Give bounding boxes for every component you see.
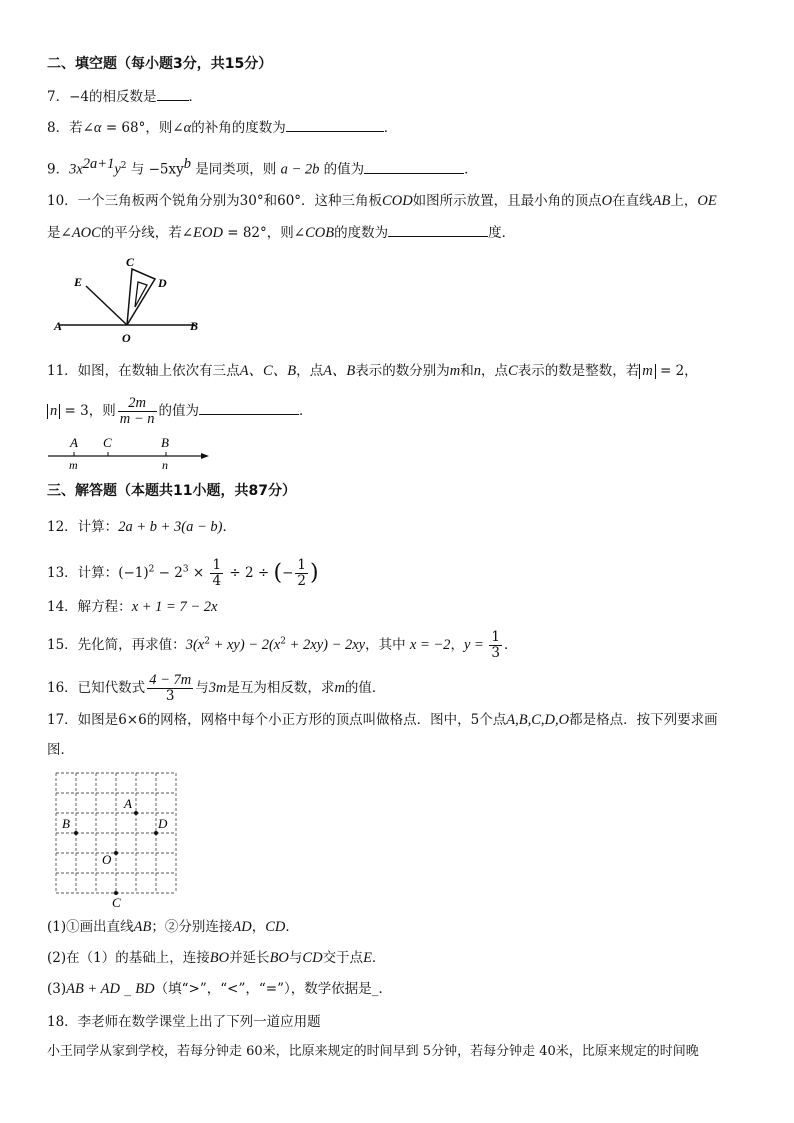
question-9: 9．$3x^{2a+1}y^2$ 与 $-5xy^b$ 是同类项，则 a − 2b 的值为 ． [47,156,478,178]
grid-label-A: A [124,796,132,811]
label-B: B [190,319,199,333]
label-E: E [74,275,83,289]
question-18-line-2: 小王同学从家到学校，若每分钟走 60米，比原来规定的时间早到 5分钟，若每分钟走 40米，比原来规定的时间晚 [47,1044,699,1059]
question-13: 13．计算：$(-1)^2 - 2^3$ × $\frac{1}{4}$ ÷ 2 ÷ (− $\frac{1}{2}$ ) [47,557,319,589]
axis-label-A: A [70,435,78,450]
question-7: 7．−4的相反数是 ． [47,89,202,105]
question-17-part-2: (2)在（1）的基础上，连接BO并延长BO与CD交于点E． [47,950,386,966]
point-O [114,851,118,855]
axis-label-n: n [162,458,168,472]
point-B [74,831,78,835]
grid-label-D: D [158,816,168,831]
fraction: $\frac{2m}{m - n}$ [119,395,155,427]
answer-blank [364,160,464,174]
label-D: D [158,276,167,290]
question-16: 16．已知代数式 $\frac{4 - 7m}{3}$ 与3m是互为相反数，求m的值． [47,672,386,704]
question-17-part-3: (3)AB + AD _ BD（填“>”，“<”，“=”），数学依据是_． [47,981,392,997]
point-D [154,831,158,835]
question-17-part-1: (1)①画出直线AB；②分别连接AD，CD． [47,919,299,935]
answer-blank [199,401,299,415]
question-11-line-1: 11．如图，在数轴上依次有三点A、C、B，点A、B表示的数分别为m和n，点C表示的数是整数，若 m = 2， [47,363,698,379]
question-10-line-2: 是∠AOC的平分线，若∠EOD = 82°，则∠COB的度数为 度． [47,225,516,241]
label-C: C [126,255,135,269]
answer-blank [286,118,384,132]
answer-blank [157,87,189,101]
question-12: 12．计算：2a + b + 3(a − b)． [47,519,236,535]
question-17-line-1: 17．如图是6×6的网格，网格中每个小正方形的顶点叫做格点．图中，5个点A,B,C,D,O都是格点．按下列要求画 [47,712,718,728]
answer-blank [388,223,488,237]
grid-label-O: O [102,852,112,867]
label-A: A [54,319,63,333]
question-17-line-2: 图． [47,742,74,758]
label-O: O [122,331,131,344]
triangle-figure [50,252,210,344]
question-14: 14．解方程：x + 1 = 7 − 2x [47,599,218,615]
section-3-title: 三、解答题（本题共11小题，共87分） [47,483,296,499]
axis-label-B: B [161,435,169,450]
question-18-line-1: 18．李老师在数学课堂上出了下列一道应用题 [47,1014,321,1030]
number-line-figure [46,432,216,472]
grid-label-C: C [112,895,121,908]
axis-label-m: m [69,458,78,472]
question-10-line-1: 10．一个三角板两个锐角分别为30°和60°．这种三角板COD如图所示放置，且最小角的顶点O在直线AB上，OE [47,193,717,209]
point-A [134,811,138,815]
grid-label-B: B [62,816,70,831]
question-8: 8．若∠α = 68°，则∠α的补角的度数为 ． [47,120,398,136]
section-2-title: 二、填空题（每小题3分，共15分） [47,56,273,72]
question-11-line-2: n = 3，则 $\frac{2m}{m - n}$ 的值为 ． [47,396,313,427]
grid-figure [50,768,190,908]
question-15: 15．先化简，再求值：$3(x^2 + xy) - 2(x^2 + 2xy) - 2xy$，其中 x = −2，y = $\frac{1}{3}$ ． [47,629,518,661]
axis-label-C: C [103,435,112,450]
